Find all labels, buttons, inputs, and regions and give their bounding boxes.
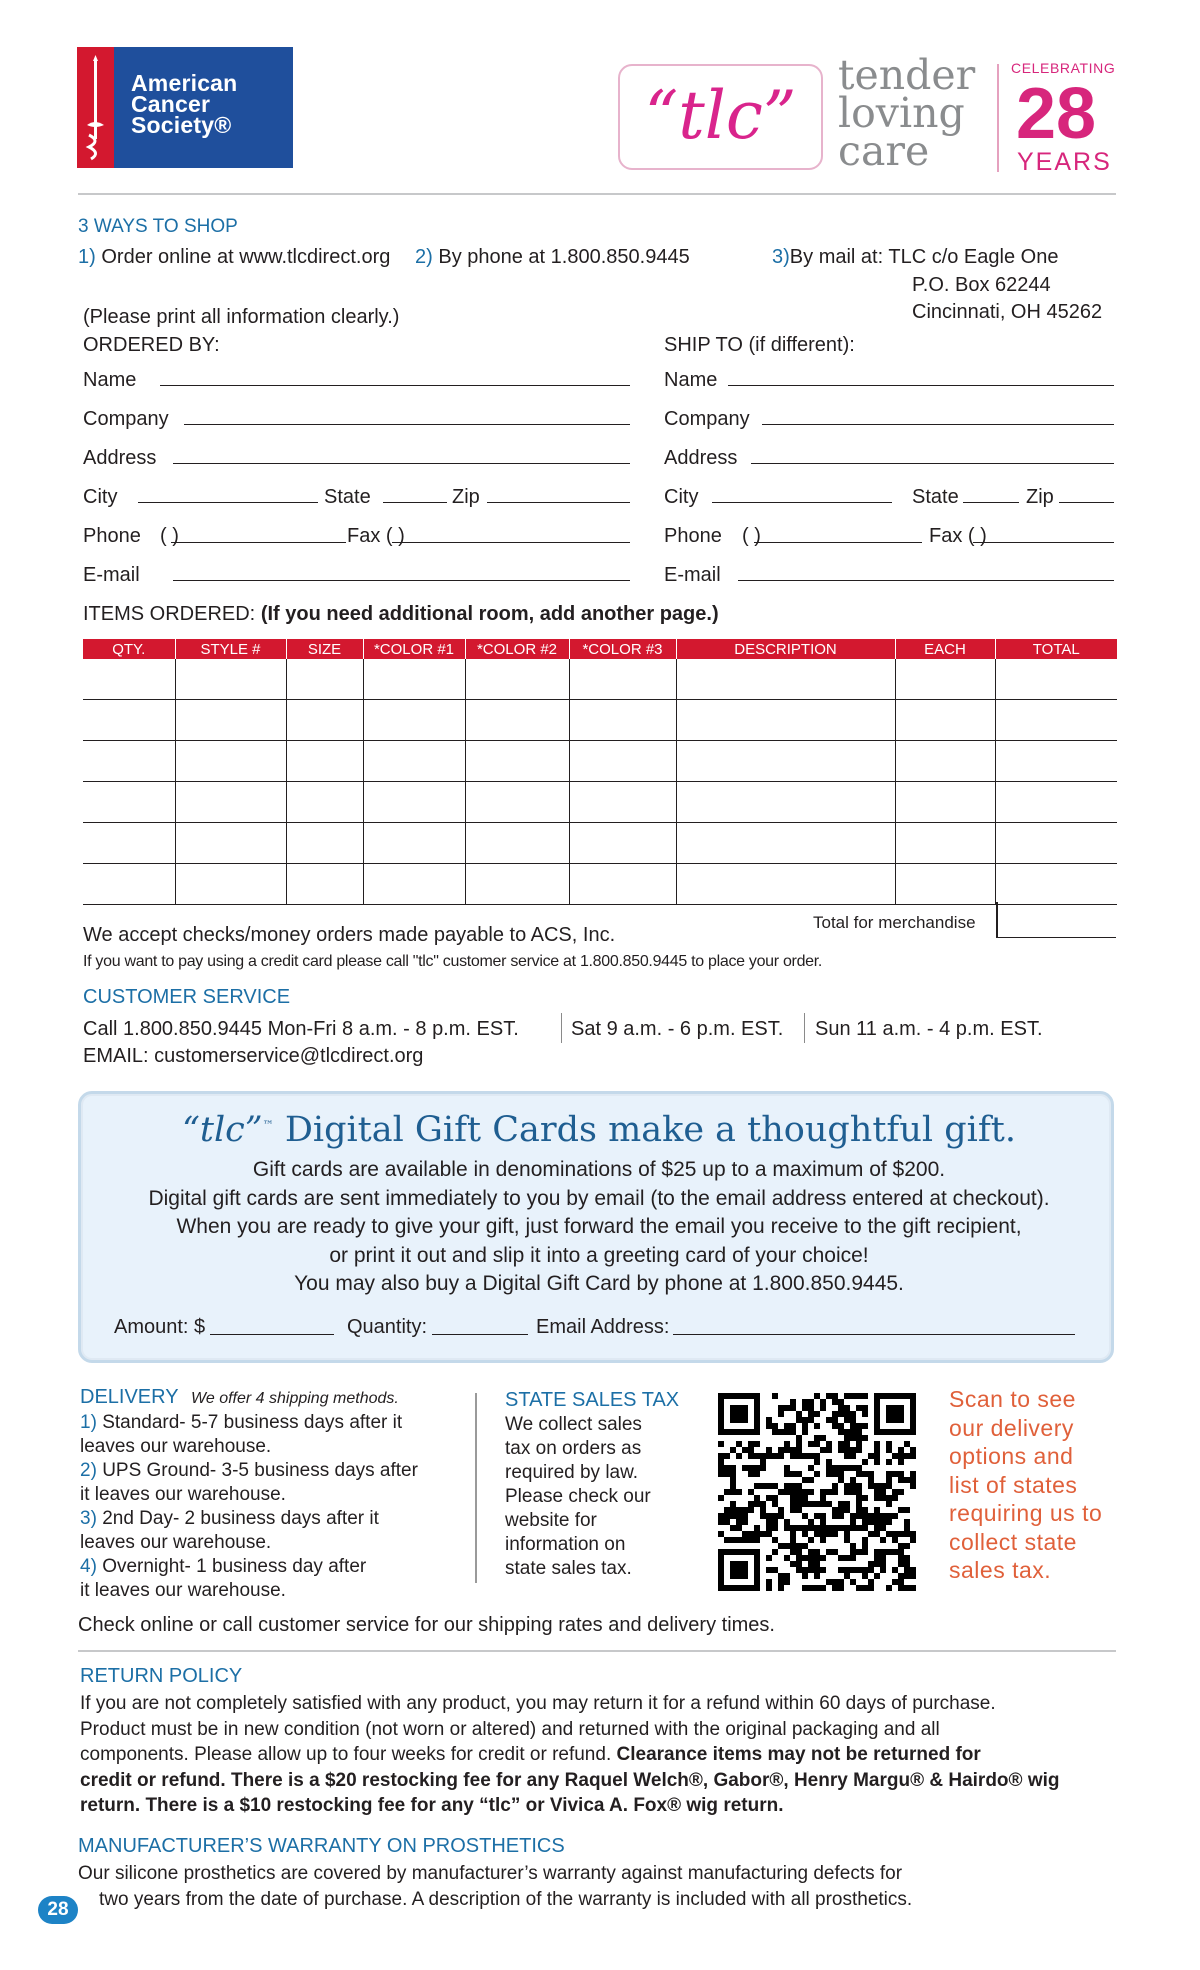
tagline-word: tender: [838, 51, 976, 99]
table-cell[interactable]: [363, 659, 465, 700]
table-cell[interactable]: [175, 741, 286, 782]
return-line: credit or refund. There is a $20 restocking fee for any Raquel Welch®, Gabor®, Henry Margu® & Hairdo® wig: [80, 1769, 1060, 1791]
company-label: Company: [664, 408, 750, 430]
sword-icon: [83, 55, 108, 161]
delivery-title: DELIVERY: [80, 1386, 179, 1408]
ship-fax-field[interactable]: [973, 542, 1114, 543]
divider: [78, 1650, 1116, 1652]
delivery-list: [80, 1411, 418, 1603]
return-line: [80, 1742, 1120, 1768]
scan-line: Scan to see: [949, 1386, 1076, 1412]
tlc-logo: “tlc”: [618, 64, 823, 170]
service-email: EMAIL: customerservice@tlcdirect.org: [83, 1045, 424, 1067]
way-phone-text: By phone at 1.800.850.9445: [438, 246, 690, 268]
tagline-word: care: [838, 127, 930, 175]
way-mail-text: By mail at: TLC c/o Eagle One: [789, 246, 1059, 268]
delivery-number: 1): [80, 1412, 97, 1433]
items-title: ITEMS ORDERED:: [83, 603, 256, 625]
quantity-label: Quantity:: [347, 1316, 428, 1338]
ways-title: 3 WAYS TO SHOP: [78, 216, 238, 237]
hours-weekday: Call 1.800.850.9445 Mon-Fri 8 a.m. - 8 p.m. EST.: [83, 1018, 519, 1040]
fax-label: Fax ( ): [929, 525, 987, 547]
years-number: 28: [1016, 74, 1097, 154]
quantity-field[interactable]: [432, 1334, 528, 1335]
way-online: [78, 246, 390, 269]
delivery-number: 3): [80, 1508, 97, 1529]
gift-card-panel: [78, 1091, 1114, 1363]
gift-line: You may also buy a Digital Gift Card by phone at 1.800.850.9445.: [294, 1272, 904, 1295]
table-cell[interactable]: [569, 741, 676, 782]
hours-saturday: Sat 9 a.m. - 6 p.m. EST.: [571, 1018, 784, 1040]
table-cell[interactable]: [83, 700, 175, 741]
table-row: [83, 823, 1117, 864]
table-cell[interactable]: [175, 700, 286, 741]
divider: [997, 64, 999, 172]
table-cell[interactable]: [465, 864, 569, 905]
acs-name: [131, 70, 238, 138]
scan-line: requiring us to: [949, 1500, 1103, 1526]
table-cell[interactable]: [83, 782, 175, 823]
ship-address-field[interactable]: [751, 463, 1114, 464]
table-cell[interactable]: [83, 659, 175, 700]
table-cell[interactable]: [995, 864, 1117, 905]
column-header: STYLE #: [175, 639, 286, 659]
items-note: (If you need additional room, add another page.): [260, 603, 719, 625]
zip-label: Zip: [1026, 486, 1054, 508]
table-cell[interactable]: [895, 700, 995, 741]
city-label: City: [664, 486, 699, 508]
ordered-name-field[interactable]: [160, 385, 630, 386]
table-cell[interactable]: [569, 864, 676, 905]
ordered-company-field[interactable]: [184, 424, 630, 425]
table-cell[interactable]: [286, 659, 363, 700]
delivery-heading: [80, 1386, 399, 1409]
sales-tax-text: [505, 1413, 651, 1581]
way-mail: [772, 246, 1058, 269]
table-row: [83, 864, 1117, 905]
table-cell[interactable]: [676, 782, 895, 823]
return-line: Product must be in new condition (not worn or altered) and returned with the original packaging and all: [80, 1718, 940, 1740]
acs-name-line: American: [131, 70, 238, 96]
table-cell[interactable]: [995, 823, 1117, 864]
ship-email-field[interactable]: [738, 580, 1114, 581]
ordered-address-field[interactable]: [173, 463, 630, 464]
delivery-text: 2nd Day- 2 business days after it: [102, 1508, 379, 1529]
delivery-number: 4): [80, 1556, 97, 1577]
table-cell[interactable]: [995, 741, 1117, 782]
delivery-text: Standard- 5-7 business days after it: [102, 1412, 403, 1433]
checks-note: We accept checks/money orders made payable to ACS, Inc.: [83, 924, 616, 946]
warranty-title: MANUFACTURER’S WARRANTY ON PROSTHETICS: [78, 1835, 565, 1857]
delivery-number: 2): [80, 1460, 97, 1481]
ordered-fax-field[interactable]: [392, 542, 630, 543]
state-label: State: [324, 486, 371, 508]
table-cell[interactable]: [895, 659, 995, 700]
tax-line: information on: [505, 1534, 626, 1555]
table-cell[interactable]: [175, 823, 286, 864]
way-number: 3): [772, 246, 790, 268]
acs-name-line: Cancer: [131, 91, 211, 117]
table-cell[interactable]: [286, 700, 363, 741]
table-cell[interactable]: [995, 700, 1117, 741]
state-label: State: [912, 486, 959, 508]
column-header: *COLOR #3: [569, 639, 676, 659]
divider: [561, 1013, 562, 1043]
table-cell[interactable]: [363, 700, 465, 741]
hours-sunday: Sun 11 a.m. - 4 p.m. EST.: [815, 1018, 1043, 1040]
return-policy-text: [80, 1691, 1120, 1819]
address-label: Address: [83, 447, 157, 469]
way-number: 2): [415, 246, 433, 268]
zip-label: Zip: [452, 486, 480, 508]
way-online-text: Order online at www.tlcdirect.org: [101, 246, 391, 268]
column-header: *COLOR #1: [363, 639, 465, 659]
name-label: Name: [83, 369, 137, 391]
phone-area-code: ( ): [160, 525, 179, 547]
table-cell[interactable]: [895, 864, 995, 905]
company-label: Company: [83, 408, 169, 430]
scan-line: collect state: [949, 1528, 1077, 1555]
delivery-subtitle: We offer 4 shipping methods.: [191, 1390, 399, 1407]
table-cell[interactable]: [465, 782, 569, 823]
print-note: (Please print all information clearly.): [83, 306, 400, 328]
table-cell[interactable]: [569, 659, 676, 700]
shipping-rates-note: Check online or call customer service for our shipping rates and delivery times.: [78, 1614, 775, 1636]
tagline-word: loving: [838, 89, 965, 137]
delivery-item: [80, 1411, 418, 1435]
table-cell[interactable]: [286, 741, 363, 782]
table-cell[interactable]: [995, 659, 1117, 700]
ordered-by-label: ORDERED BY:: [83, 334, 220, 356]
return-line: If you are not completely satisfied with any product, you may return it for a refund within 60 days of purchase.: [80, 1693, 996, 1714]
tlc-tagline: [838, 51, 976, 175]
table-cell[interactable]: [175, 864, 286, 905]
scan-note: [949, 1385, 1102, 1585]
table-cell[interactable]: [363, 782, 465, 823]
customer-service-title: CUSTOMER SERVICE: [83, 986, 291, 1008]
table-cell[interactable]: [895, 741, 995, 782]
mail-address-line: Cincinnati, OH 45262: [912, 301, 1103, 323]
table-header-row: [83, 639, 1117, 659]
table-cell[interactable]: [83, 823, 175, 864]
divider: [804, 1013, 805, 1043]
table-cell[interactable]: [363, 823, 465, 864]
table-cell[interactable]: [676, 700, 895, 741]
return-policy-title: RETURN POLICY: [80, 1665, 243, 1687]
divider: [996, 902, 998, 938]
table-row: [83, 741, 1117, 782]
ordered-phone-field[interactable]: [171, 542, 346, 543]
delivery-item: [80, 1555, 418, 1579]
ship-zip-field[interactable]: [1059, 502, 1114, 503]
delivery-item: [80, 1459, 418, 1483]
table-cell[interactable]: [676, 659, 895, 700]
phone-label: Phone: [664, 525, 722, 547]
name-label: Name: [664, 369, 718, 391]
ordered-state-field[interactable]: [383, 502, 447, 503]
phone-area-code: ( ): [742, 525, 761, 547]
table-cell[interactable]: [465, 741, 569, 782]
scan-line: options and: [949, 1443, 1074, 1469]
delivery-item-cont: leaves our warehouse.: [80, 1436, 272, 1457]
column-header: EACH: [895, 639, 995, 659]
table-cell[interactable]: [895, 823, 995, 864]
warranty-line: two years from the date of purchase. A description of the warranty is included with all prosthetics.: [99, 1889, 913, 1910]
ship-to-label: SHIP TO (if different):: [664, 334, 855, 356]
email-label: E-mail: [83, 564, 140, 586]
return-text: components. Please allow up to four weeks for credit or refund.: [80, 1744, 617, 1765]
ordered-city-field[interactable]: [138, 502, 318, 503]
table-cell[interactable]: [895, 782, 995, 823]
trademark: ™: [262, 1118, 274, 1132]
total-merchandise-field[interactable]: [996, 937, 1116, 938]
page-number: 28: [38, 1896, 78, 1924]
table-cell[interactable]: [83, 741, 175, 782]
gift-card-description: [81, 1156, 1117, 1299]
table-cell[interactable]: [83, 864, 175, 905]
table-cell[interactable]: [465, 823, 569, 864]
tax-line: website for: [505, 1510, 597, 1531]
ship-name-field[interactable]: [728, 385, 1114, 386]
city-label: City: [83, 486, 118, 508]
return-bold: Clearance items may not be returned for: [616, 1744, 981, 1765]
table-cell[interactable]: [175, 659, 286, 700]
table-cell[interactable]: [569, 823, 676, 864]
tax-line: required by law.: [505, 1462, 639, 1483]
table-cell[interactable]: [286, 782, 363, 823]
sales-tax-title: STATE SALES TAX: [505, 1389, 680, 1411]
gift-card-title: [81, 1110, 1117, 1150]
total-merchandise-label: Total for merchandise: [813, 913, 976, 932]
gift-email-field[interactable]: [673, 1334, 1075, 1335]
way-phone: [415, 246, 690, 269]
table-cell[interactable]: [676, 741, 895, 782]
delivery-text: Overnight- 1 business day after: [102, 1556, 367, 1577]
address-label: Address: [664, 447, 738, 469]
amount-label: Amount: $: [114, 1316, 206, 1338]
column-header: QTY.: [83, 639, 175, 659]
tax-line: state sales tax.: [505, 1558, 632, 1579]
table-row: [83, 782, 1117, 823]
gift-line: Digital gift cards are sent immediately to you by email (to the email address entered at checkout).: [148, 1186, 1050, 1210]
table-cell[interactable]: [569, 782, 676, 823]
table-row: [83, 659, 1117, 700]
table-cell[interactable]: [465, 700, 569, 741]
column-header: DESCRIPTION: [676, 639, 895, 659]
column-header: *COLOR #2: [465, 639, 569, 659]
warranty-line: Our silicone prosthetics are covered by manufacturer’s warranty against manufacturing defects for: [78, 1863, 903, 1884]
credit-card-note: If you want to pay using a credit card please call "tlc" customer service at 1.800.850.9445 to place your order.: [83, 953, 823, 970]
gift-tlc-mark: “tlc”: [182, 1110, 263, 1150]
divider: [475, 1393, 477, 1583]
qr-code-icon[interactable]: [718, 1393, 916, 1591]
ordered-zip-field[interactable]: [487, 502, 630, 503]
return-line: return. There is a $10 restocking fee for any “tlc” or Vivica A. Fox® wig return.: [80, 1795, 784, 1816]
table-cell[interactable]: [995, 782, 1117, 823]
tax-line: We collect sales: [505, 1414, 642, 1435]
table-cell[interactable]: [676, 823, 895, 864]
mail-address-line: P.O. Box 62244: [912, 274, 1051, 296]
items-table: [83, 639, 1117, 905]
gift-line: Gift cards are available in denominations of $25 up to a maximum of $200.: [252, 1158, 946, 1181]
column-header: SIZE: [286, 639, 363, 659]
gift-email-label: Email Address:: [536, 1316, 670, 1338]
scan-line: our delivery: [949, 1414, 1074, 1441]
table-cell[interactable]: [363, 741, 465, 782]
scan-line: list of states: [949, 1471, 1078, 1498]
ordered-email-field[interactable]: [173, 580, 630, 581]
table-cell[interactable]: [465, 659, 569, 700]
american-cancer-society-logo: [77, 47, 293, 168]
divider: [78, 193, 1116, 195]
table-cell[interactable]: [175, 782, 286, 823]
tax-line: Please check our: [505, 1486, 651, 1507]
ship-city-field[interactable]: [712, 502, 892, 503]
table-cell[interactable]: [286, 864, 363, 905]
table-row: [83, 700, 1117, 741]
way-number: 1): [78, 246, 96, 268]
ship-company-field[interactable]: [762, 424, 1114, 425]
gift-line: When you are ready to give your gift, just forward the email you receive to the gift recipient,: [176, 1215, 1022, 1238]
gift-title-text: Digital Gift Cards make a thoughtful gift.: [273, 1110, 1016, 1150]
amount-field[interactable]: [210, 1334, 334, 1335]
table-cell[interactable]: [363, 864, 465, 905]
years-label: YEARS: [1017, 148, 1112, 176]
table-cell[interactable]: [676, 864, 895, 905]
fax-label: Fax ( ): [347, 525, 405, 547]
table-cell[interactable]: [569, 700, 676, 741]
items-ordered-heading: [83, 603, 719, 626]
phone-label: Phone: [83, 525, 141, 547]
column-header: TOTAL: [995, 639, 1117, 659]
ship-state-field[interactable]: [963, 502, 1019, 503]
gift-line: or print it out and slip it into a greeting card of your choice!: [329, 1243, 869, 1267]
acs-name-line: Society®: [131, 112, 232, 138]
delivery-item: [80, 1507, 418, 1531]
celebrating-label: CELEBRATING: [1011, 60, 1116, 76]
scan-line: sales tax.: [949, 1557, 1052, 1583]
delivery-item-cont: leaves our warehouse.: [80, 1532, 272, 1553]
email-label: E-mail: [664, 564, 721, 586]
delivery-item-cont: it leaves our warehouse.: [80, 1580, 286, 1601]
table-cell[interactable]: [286, 823, 363, 864]
delivery-item-cont: it leaves our warehouse.: [80, 1484, 286, 1505]
tax-line: tax on orders as: [505, 1438, 642, 1459]
delivery-text: UPS Ground- 3-5 business days after: [102, 1460, 418, 1481]
ship-phone-field[interactable]: [754, 542, 922, 543]
